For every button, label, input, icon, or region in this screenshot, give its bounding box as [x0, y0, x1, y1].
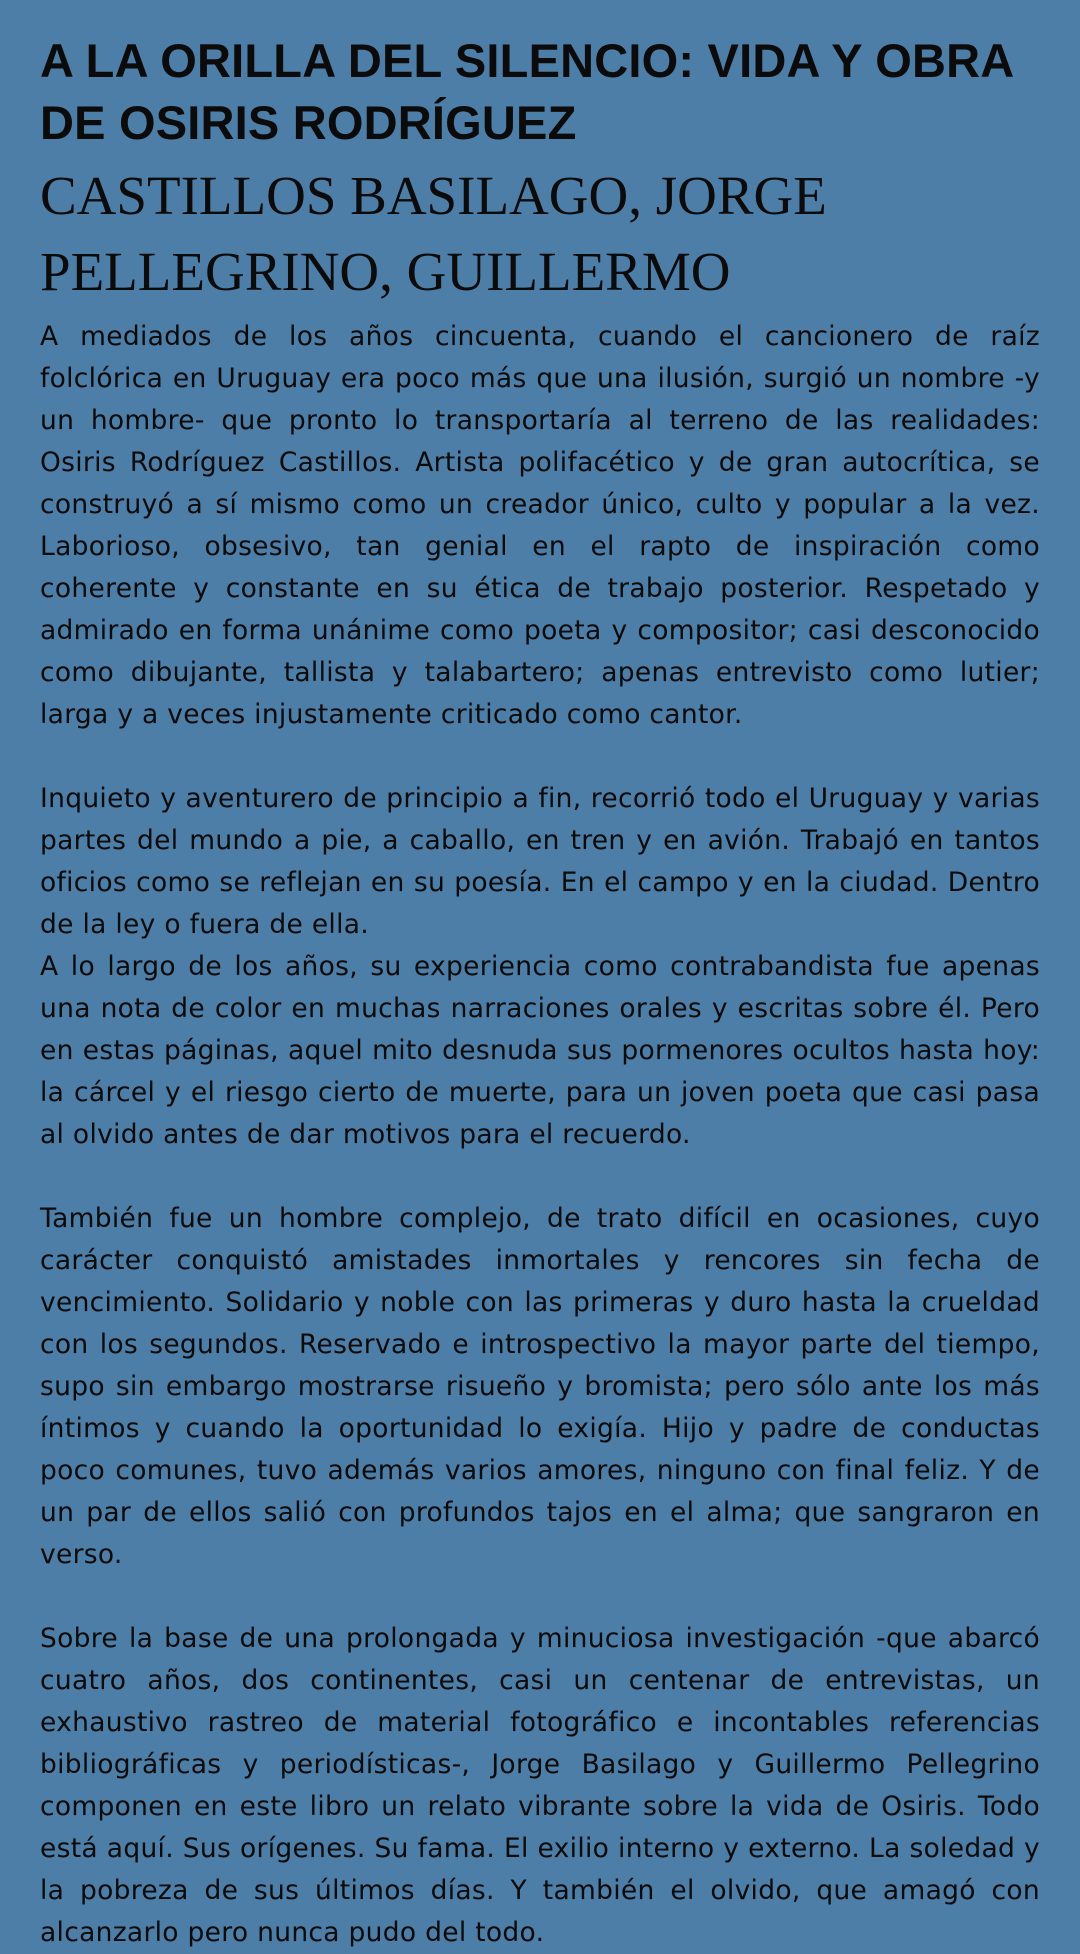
- synopsis-paragraph-4: También fue un hombre complejo, de trato difícil en ocasiones, cuyo carácter conquistó amistades inmortales y rencores sin fecha de vencimiento. Solidario y noble con las primeras y duro hasta la crueldad con los segundos. Reservado e introspectivo la mayor parte del tiempo, supo sin embargo mostrarse risueño y bromista; pero sólo ante los más íntimos y cuando la oportunidad lo exigía. Hijo y padre de conductas poco comunes, tuvo además varios amores, ninguno con final feliz. Y de un par de ellos salió con profundos tajos en el alma; que sangraron en verso.: [40, 1203, 1040, 1570]
- book-title: A LA ORILLA DEL SILENCIO: VIDA Y OBRA DE OSIRIS RODRÍGUEZ: [40, 34, 1013, 149]
- synopsis-paragraph-1: A mediados de los años cincuenta, cuando el cancionero de raíz folclórica en Uruguay era poco más que una ilusión, surgió un nombre -y un hombre- que pronto lo transportaría al terreno de las realidades: Osiris Rodríguez Castillos. Artista polifacético y de gran autocrítica, se construyó a sí mismo como un creador único, culto y popular a la vez. Laborioso, obsesivo, tan genial en el rapto de inspiración como coherente y constante en su ética de trabajo posterior. Respetado y admirado en forma unánime como poeta y compositor; casi desconocido como dibujante, tallista y talabartero; apenas entrevisto como lutier; larga y a veces injustamente criticado como cantor.: [40, 321, 1040, 730]
- synopsis-paragraph-2: Inquieto y aventurero de principio a fin, recorrió todo el Uruguay y varias partes del mundo a pie, a caballo, en tren y en avión. Trabajó en tantos oficios como se reflejan en su poesía. En el campo y en la ciudad. Dentro de la ley o fuera de ella.: [40, 783, 1040, 940]
- synopsis-paragraph-5: Sobre la base de una prolongada y minuciosa investigación -que abarcó cuatro años, dos continentes, casi un centenar de entrevistas, un exhaustivo rastreo de material fotográfico e incontables referencias bibliográficas y periodísticas-, Jorge Basilago y Guillermo Pellegrino componen en este libro un relato vibrante sobre la vida de Osiris. Todo está aquí. Sus orígenes. Su fama. El exilio interno y externo. La soledad y la pobreza de sus últimos días. Y también el olvido, que amagó con alcanzarlo pero nunca pudo del todo.: [40, 1623, 1040, 1948]
- synopsis-paragraph-3: A lo largo de los años, su experiencia como contrabandista fue apenas una nota de color en muchas narraciones orales y escritas sobre él. Pero en estas páginas, aquel mito desnuda sus pormenores ocultos hasta hoy: la cárcel y el riesgo cierto de muerte, para un joven poeta que casi pasa al olvido antes de dar motivos para el recuerdo.: [40, 951, 1040, 1150]
- synopsis-body: [40, 316, 1040, 1954]
- book-authors: CASTILLOS BASILAGO, JORGE PELLEGRINO, GUILLERMO: [40, 165, 827, 302]
